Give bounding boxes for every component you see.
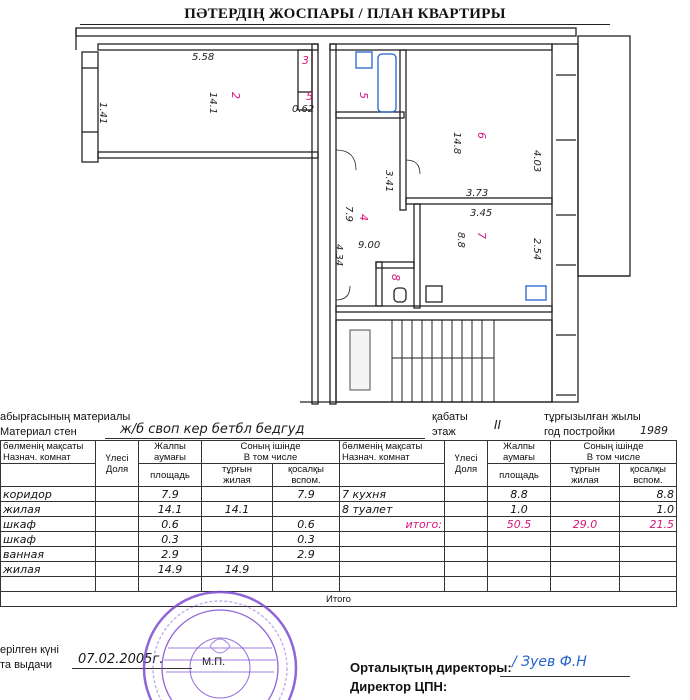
svg-text:5: 5 [357,92,370,99]
table-row: коридор 7.9 7.9 7 кухня 8.8 8.8 [1,487,677,502]
issued-label-ru: та выдачи [0,659,53,671]
table-row: шкаф 0.3 0.3 [1,532,677,547]
header-including: Соның ішінде В том числе [202,441,340,464]
svg-text:14.8: 14.8 [451,132,462,155]
header-blank [1,464,96,487]
table-row: жилая 14.1 14.1 8 туалет 1.0 1.0 [1,502,677,517]
svg-text:2: 2 [229,92,242,99]
svg-text:8.8: 8.8 [455,232,466,248]
table-row: шкаф 0.6 0.6 итого: 50.5 29.0 21.5 [1,517,677,532]
official-stamp [140,588,300,700]
header-area-sub: площадь [139,464,202,487]
header-aux: қосалқы вспом. [273,464,340,487]
header-area: Жалпы аумағы [139,441,202,464]
svg-text:1.41: 1.41 [97,102,108,125]
floor-label-kz: қабаты [432,411,468,423]
total-area: 50.5 [488,517,551,532]
floor-value: II [494,418,502,432]
header-aux-right: қосалқы вспом. [620,464,677,487]
wall-material-label-ru: Материал стен [0,426,77,438]
header-including-right: Соның ішінде В том числе [551,441,677,464]
wall-material-value: ж/б своп кер бетбл бедгуд [120,422,305,437]
header-share-right: Үлесі Доля [445,441,488,487]
svg-text:3.45: 3.45 [470,208,493,219]
rooms-table [0,440,677,607]
floor-label-ru: этаж [432,426,456,438]
issued-label-kz: ерілген күні [0,644,59,656]
header-purpose: бөлменің мақсаты Назнач. комнат [1,441,96,464]
svg-text:2.54: 2.54 [531,238,542,261]
svg-text:6: 6 [475,132,488,139]
total-label: итого: [340,517,445,532]
svg-text:0.62: 0.62 [292,104,315,115]
header-share: Үлесі Доля [96,441,139,487]
year-label-kz: тұрғызылған жылы [544,411,641,423]
page-title: ПӘТЕРДІҢ ЖОСПАРЫ / ПЛАН КВАРТИРЫ [184,6,506,22]
svg-text:7.9: 7.9 [343,206,354,222]
year-label-ru: год постройки [544,426,616,438]
header-blank-right [340,464,445,487]
total-row [1,592,677,607]
director-label-ru: Директор ЦПН: [350,679,448,694]
itogo-label: Итого [1,592,677,607]
svg-text:4.03: 4.03 [531,150,542,173]
header-area-sub-right: площадь [488,464,551,487]
svg-text:3: 3 [302,54,309,67]
director-label-kz: Орталықтың директоры: [350,660,512,675]
wall-material-label-kz: абырғасының материалы [0,411,131,423]
svg-text:5: 5 [306,90,313,103]
svg-text:3.41: 3.41 [383,170,394,193]
issue-date: 07.02.2005г. [78,652,164,667]
svg-text:4: 4 [357,214,370,221]
director-signature: / Зуев Ф.Н [512,654,587,670]
header-area-right: Жалпы аумағы [488,441,551,464]
svg-text:5.58: 5.58 [192,52,215,63]
table-row: жилая 14.9 14.9 [1,562,677,577]
svg-text:4.34: 4.34 [333,244,344,267]
year-value: 1989 [640,424,668,437]
total-aux: 21.5 [620,517,677,532]
table-row [1,577,677,592]
header-living-right: тұрғын жилая [551,464,620,487]
total-living: 29.0 [551,517,620,532]
svg-text:8: 8 [389,274,402,281]
table-row: ванная 2.9 2.9 [1,547,677,562]
signature-underline [500,676,630,677]
header-purpose-right: бөлменің мақсаты Назнач. комнат [340,441,445,464]
svg-text:9.00: 9.00 [358,240,381,251]
wall-material-underline [105,438,425,439]
svg-text:14.1: 14.1 [207,92,218,115]
svg-text:7: 7 [475,232,488,239]
svg-text:3.73: 3.73 [466,188,489,199]
header-living: тұрғын жилая [202,464,273,487]
mp-label: М.П. [202,656,226,668]
